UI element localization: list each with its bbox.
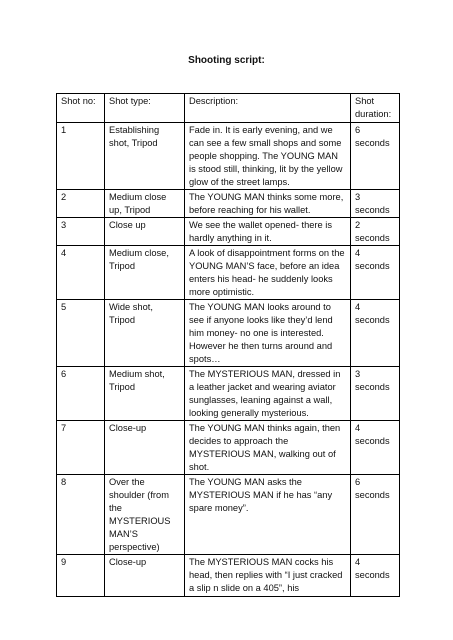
cell-shot-type: Over the shoulder (from the MYSTERIOUS MAN’S perspective) <box>105 475 185 555</box>
header-shot-type: Shot type: <box>105 94 185 123</box>
table-row <box>57 300 400 367</box>
duration-unit: seconds <box>355 138 390 148</box>
cell-shot-no: 3 <box>57 218 105 246</box>
cell-shot-no: 6 <box>57 367 105 421</box>
table-row <box>57 475 400 555</box>
cell-description: The YOUNG MAN thinks some more, before reaching for his wallet. <box>185 190 351 218</box>
cell-description: A look of disappointment forms on the YOUNG MAN’S face, before an idea enters his head- he suddenly looks more optimistic. <box>185 246 351 300</box>
cell-shot-duration <box>351 367 400 421</box>
shooting-script-table <box>56 93 400 597</box>
header-shot-duration: Shot duration: <box>351 94 400 123</box>
duration-value: 4 <box>355 248 361 258</box>
duration-unit: seconds <box>355 233 390 243</box>
cell-shot-duration <box>351 218 400 246</box>
cell-description: The MYSTERIOUS MAN cocks his head, then replies with “I just cracked a slip n slide on a 405”, his <box>185 555 351 597</box>
duration-value: 2 <box>355 220 361 230</box>
cell-shot-duration <box>351 300 400 367</box>
cell-shot-no: 8 <box>57 475 105 555</box>
cell-description: The MYSTERIOUS MAN, dressed in a leather jacket and wearing aviator sunglasses, leaning against a wall, looking generally mysterious. <box>185 367 351 421</box>
cell-description: The YOUNG MAN thinks again, then decides to approach the MYSTERIOUS MAN, walking out of shot. <box>185 421 351 475</box>
table-row <box>57 555 400 597</box>
cell-shot-type: Medium close, Tripod <box>105 246 185 300</box>
duration-unit: seconds <box>355 205 390 215</box>
duration-value: 4 <box>355 557 361 567</box>
duration-unit: seconds <box>355 382 390 392</box>
cell-shot-type: Medium shot, Tripod <box>105 367 185 421</box>
table-row <box>57 367 400 421</box>
cell-description: We see the wallet opened- there is hardly anything in it. <box>185 218 351 246</box>
duration-unit: seconds <box>355 315 390 325</box>
cell-shot-type: Close-up <box>105 555 185 597</box>
header-description: Description: <box>185 94 351 123</box>
cell-shot-duration <box>351 475 400 555</box>
cell-shot-type: Wide shot, Tripod <box>105 300 185 367</box>
cell-shot-type: Medium close up, Tripod <box>105 190 185 218</box>
cell-shot-duration <box>351 123 400 190</box>
cell-shot-type: Close up <box>105 218 185 246</box>
duration-value: 6 <box>355 125 361 135</box>
document-title: Shooting script: <box>188 55 265 66</box>
table-row <box>57 246 400 300</box>
cell-shot-type: Establishing shot, Tripod <box>105 123 185 190</box>
cell-shot-no: 7 <box>57 421 105 475</box>
table-row <box>57 190 400 218</box>
cell-shot-duration <box>351 246 400 300</box>
cell-shot-no: 5 <box>57 300 105 367</box>
cell-description: The YOUNG MAN looks around to see if anyone looks like they’d lend him money- no one is interested. However he then turns around and spots… <box>185 300 351 367</box>
table-header-row <box>57 94 400 123</box>
duration-value: 4 <box>355 302 361 312</box>
table-row <box>57 218 400 246</box>
duration-value: 4 <box>355 423 361 433</box>
duration-unit: seconds <box>355 570 390 580</box>
duration-unit: seconds <box>355 261 390 271</box>
cell-shot-type: Close-up <box>105 421 185 475</box>
cell-shot-no: 2 <box>57 190 105 218</box>
cell-shot-no: 9 <box>57 555 105 597</box>
duration-unit: seconds <box>355 436 390 446</box>
table-row <box>57 123 400 190</box>
cell-description: The YOUNG MAN asks the MYSTERIOUS MAN if he has “any spare money”. <box>185 475 351 555</box>
cell-description: Fade in. It is early evening, and we can see a few small shops and some people shopping. The YOUNG MAN is stood still, thinking, lit by the yellow glow of the street lamps. <box>185 123 351 190</box>
cell-shot-no: 1 <box>57 123 105 190</box>
cell-shot-duration <box>351 555 400 597</box>
cell-shot-no: 4 <box>57 246 105 300</box>
duration-value: 3 <box>355 192 361 202</box>
cell-shot-duration <box>351 190 400 218</box>
header-shot-no: Shot no: <box>57 94 105 123</box>
duration-value: 3 <box>355 369 361 379</box>
cell-shot-duration <box>351 421 400 475</box>
table-row <box>57 421 400 475</box>
duration-value: 6 <box>355 477 361 487</box>
duration-unit: seconds <box>355 490 390 500</box>
